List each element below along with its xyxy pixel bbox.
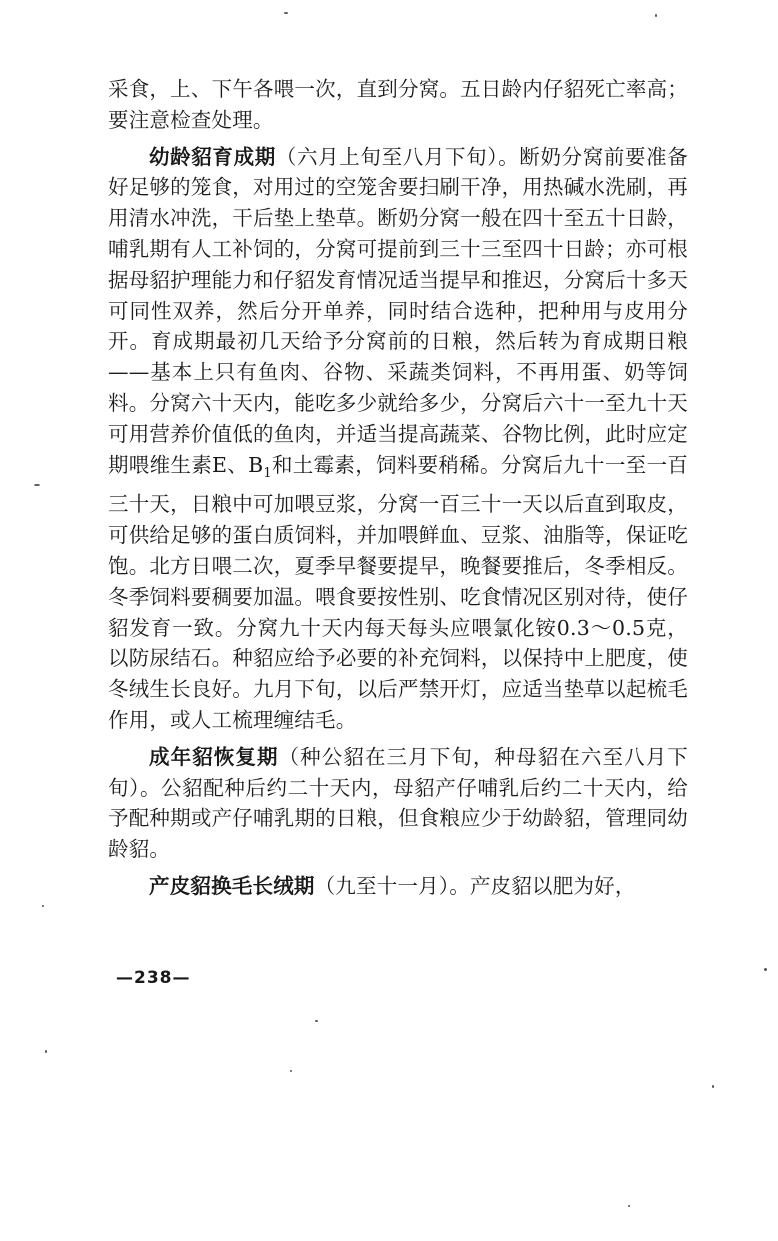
paragraph-young-mink — [108, 142, 688, 736]
scan-speck — [315, 1020, 318, 1022]
scan-speck — [290, 1070, 292, 1072]
section-heading: 幼龄貂育成期 — [149, 144, 276, 169]
page-number: —238— — [116, 968, 191, 988]
scan-speck — [764, 968, 767, 971]
paragraph-text: （九至十一月）。产皮貂以肥为好， — [314, 874, 636, 899]
subscript: 1 — [263, 465, 272, 481]
scan-speck — [45, 1050, 47, 1053]
paragraph-continuation — [108, 74, 688, 136]
section-heading: 成年貂恢复期 — [149, 744, 279, 769]
paragraph-text: （六月上旬至八月下旬）。断奶分窝前要准备好足够的笼食，对用过的空笼舍要扫刷干净，用热碱水洗刷，再用清水冲洗，干后垫上垫草。断奶分窝一般在四十至五十日龄，哺乳期有人工补饲的，分窝可提前到三十三至四十日龄；亦可根据母貂护理能力和仔貂发育情况适当提早和推迟，分窝后十多天可同性双养，然后分开单养，同时结合选种，把种用与皮用分开。育成期最初几天给予分窝前的日粮，然后转为育成期日粮——基本上只有鱼肉、谷物、采蔬类饲料，不再用蛋、奶等饲料。分窝六十天内，能吃多少就给多少，分窝后六十一至九十天可用营养价值低的鱼肉，并适当提高蔬菜、谷物比例，此时应定期喂维生素E、B — [108, 144, 689, 477]
scan-speck — [284, 12, 288, 14]
body-text — [108, 74, 688, 908]
paragraph-adult-mink — [108, 742, 688, 865]
scan-speck — [628, 1205, 630, 1207]
scan-speck — [655, 14, 657, 17]
paragraph-text-continued: 和土霉素，饲料要稍稀。分窝后九十一至一百三十天，日粮中可加喂豆浆，分窝一百三十一天以后直到取皮，可供给足够的蛋白质饲料，并加喂鲜血、豆浆、油脂等，保证吃饱。北方日喂二次，夏季早餐要提早，晚餐要推后，冬季相反。冬季饲料要稠要加温。喂食要按性别、吃食情况区别对待，使仔貂发育一致。分窝九十天内每天每头应喂氯化铵0.3～0.5克，以防尿结石。种貂应给予必要的补充饲料，以保持中上肥度，使冬绒生长良好。九月下旬，以后严禁开灯，应适当垫草以起梳毛作用，或人工梳理缠结毛。 — [108, 452, 688, 733]
scan-speck — [34, 484, 40, 486]
paragraph-text: （种公貂在三月下旬，种母貂在六至八月下旬）。公貂配种后约二十天内，母貂产仔哺乳后约二十天内，给予配种期或产仔哺乳期的日粮，但食粮应少于幼龄貂，管理同幼龄貂。 — [108, 744, 688, 862]
scan-speck — [712, 1085, 714, 1088]
paragraph-text: 采食，上、下午各喂一次，直到分窝。五日龄内仔貂死亡率高；要注意检查处理。 — [108, 77, 688, 132]
scan-speck — [42, 905, 44, 907]
paragraph-pelt-mink — [108, 871, 688, 902]
section-heading: 产皮貂换毛长绒期 — [149, 874, 315, 899]
